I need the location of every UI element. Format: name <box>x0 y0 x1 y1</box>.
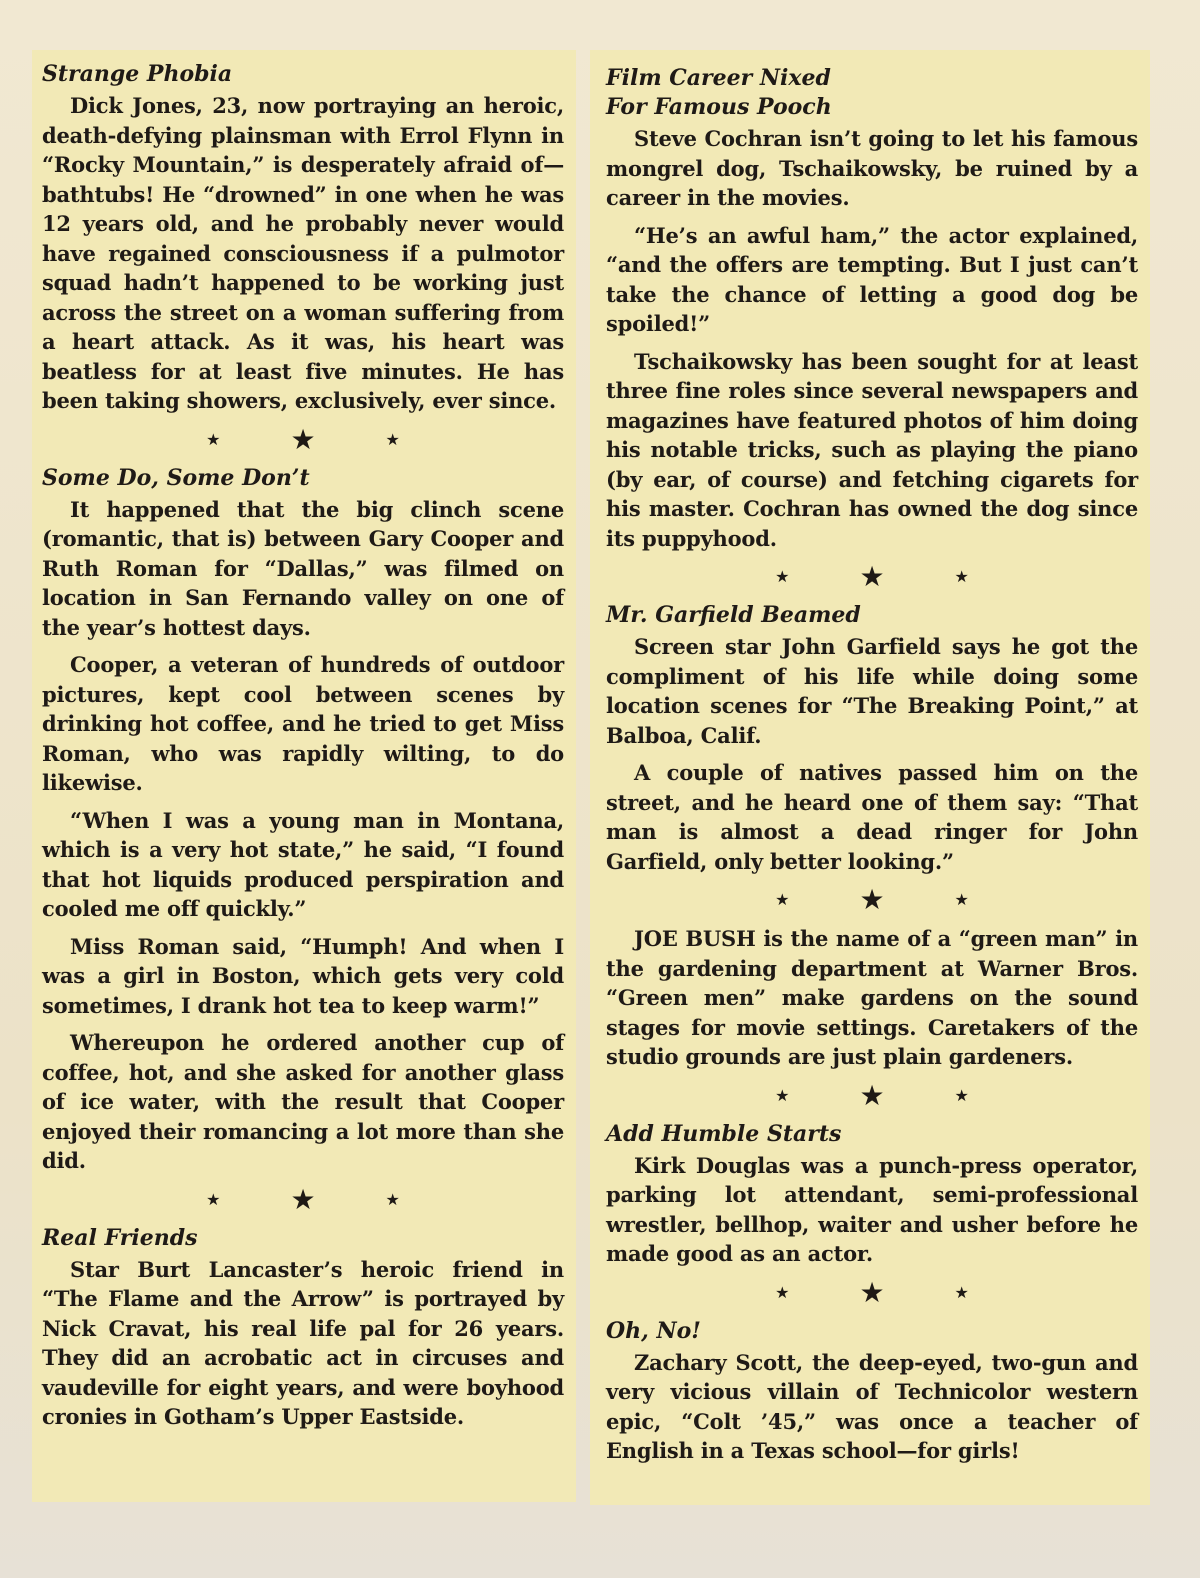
paragraph: “He’s an awful ham,” the actor explained, “and the offers are tempting. But I just can’t take the chance of letting a good dog be spoiled!” <box>606 222 1138 336</box>
star-icon: ★ <box>385 1189 400 1209</box>
paragraph: Miss Roman said, “Humph! And when I was a girl in Boston, which gets very cold sometimes, I drank hot tea to keep warm!” <box>42 933 564 1018</box>
star-icon: ★ <box>206 429 221 449</box>
star-icon: ★ <box>859 560 885 593</box>
star-icon: ★ <box>859 883 885 916</box>
star-icon: ★ <box>290 422 316 456</box>
headline-oh-no: Oh, No! <box>606 1317 701 1344</box>
star-separator <box>606 876 1138 924</box>
paragraph: “When I was a young man in Montana, which is a very hot state,” he said, “I found that hot liquids produced perspiration and cooled me off quickly.” <box>42 807 564 921</box>
star-icon: ★ <box>385 429 400 449</box>
paragraph: A couple of natives passed him on the street, and he heard one of them say: “That man is almost a dead ringer for John Garfield, only better looking.” <box>606 760 1138 874</box>
headline-garfield: Mr. Garfield Beamed <box>606 602 861 628</box>
headline-strange-phobia: Strange Phobia <box>42 61 233 87</box>
headline-humble-starts: Add Humble Starts <box>606 1120 842 1147</box>
story-some-do-some-dont <box>42 464 564 1176</box>
story-real-friends <box>42 1224 564 1432</box>
star-icon: ★ <box>859 1275 885 1309</box>
star-icon: ★ <box>954 890 969 909</box>
story-oh-no <box>606 1317 1138 1466</box>
story-mr-garfield-beamed <box>606 601 1138 876</box>
paragraph: Kirk Douglas was a punch-press operator, parking lot attendant, semi-professional wrestler, bellhop, waiter and usher before he made good as an actor. <box>606 1152 1138 1266</box>
star-icon: ★ <box>954 567 969 586</box>
story-strange-phobia <box>42 60 564 416</box>
paragraph: Dick Jones, 23, now portraying an heroic, death-defying plainsman with Errol Flynn in “Rocky Mountain,” is desperately afraid of—bathtubs! He “drowned” in one when he was 12 years old, and he probably never would have regained consciousness if a pulmotor squad hadn’t happened to be working just across the street on a woman suffering from a heart attack. As it was, his heart was beatless for at least five minutes. He has been taking showers, exclusively, ever since. <box>42 93 564 413</box>
paragraph: JOE BUSH is the name of a “green man” in the gardening department at Warner Bros. “Green men” make gardens on the sound stages for movie settings. Caretakers of the studio grounds are just plain gardeners. <box>606 926 1138 1069</box>
paragraph: Screen star John Garfield says he got the compliment of his life while doing some location scenes for “The Breaking Point,” at Balboa, Calif. <box>606 634 1138 748</box>
right-column <box>590 50 1150 1505</box>
star-icon: ★ <box>206 1189 221 1209</box>
paragraph: Zachary Scott, the deep-eyed, two-gun and very vicious villain of Technicolor western epic, “Colt ’45,” was once a teacher of English in a Texas school—for girls! <box>606 1349 1138 1463</box>
paragraph: Star Burt Lancaster’s heroic friend in “The Flame and the Arrow” is portrayed by Nick Cravat, his real life pal for 26 years. They did an acrobatic act in circuses and vaudeville for eight years, and were boyhood cronies in Gotham’s Upper Eastside. <box>42 1256 564 1429</box>
star-icon: ★ <box>775 1085 790 1105</box>
paragraph: Steve Cochran isn’t going to let his famous mongrel dog, Tschaikowsky, be ruined by a career in the movies. <box>606 126 1138 210</box>
story-film-career-nixed <box>606 64 1138 553</box>
paragraph: Whereupon he ordered another cup of coffee, hot, and she asked for another glass of ice water, with the result that Cooper enjoyed their romancing a lot more than she did. <box>42 1030 564 1173</box>
star-separator <box>42 1176 564 1224</box>
star-icon: ★ <box>859 1078 885 1112</box>
headline-film-career-line1: Film Career Nixed <box>606 65 831 91</box>
headline-some-do: Some Do, Some Don’t <box>42 464 310 491</box>
star-separator <box>42 416 564 464</box>
paragraph: It happened that the big clinch scene (romantic, that is) between Gary Cooper and Ruth Roman for “Dallas,” was filmed on location in San Fernando valley on one of the year’s hottest days. <box>42 496 564 640</box>
star-icon: ★ <box>954 1282 969 1302</box>
star-separator <box>606 1269 1138 1317</box>
left-column <box>32 50 576 1502</box>
star-separator <box>606 1072 1138 1120</box>
headline-film-career-line2: For Famous Pooch <box>606 94 832 120</box>
paragraph: Cooper, a veteran of hundreds of outdoor pictures, kept cool between scenes by drinking hot coffee, and he tried to get Miss Roman, who was rapidly wilting, to do likewise. <box>42 652 564 795</box>
star-icon: ★ <box>954 1085 969 1105</box>
story-joe-bush <box>606 924 1138 1072</box>
star-icon: ★ <box>775 567 790 586</box>
paragraph: Tschaikowsky has been sought for at least three fine roles since several newspapers and magazines have featured photos of him doing his notable tricks, such as playing the piano (by ear, of course) and fetching cigarets for his master. Cochran has owned the dog since its puppyhood. <box>606 348 1138 551</box>
star-icon: ★ <box>775 1282 790 1302</box>
star-icon: ★ <box>290 1182 316 1216</box>
headline-real-friends: Real Friends <box>42 1224 198 1251</box>
story-add-humble-starts <box>606 1120 1138 1269</box>
star-separator <box>606 553 1138 601</box>
star-icon: ★ <box>775 890 790 909</box>
